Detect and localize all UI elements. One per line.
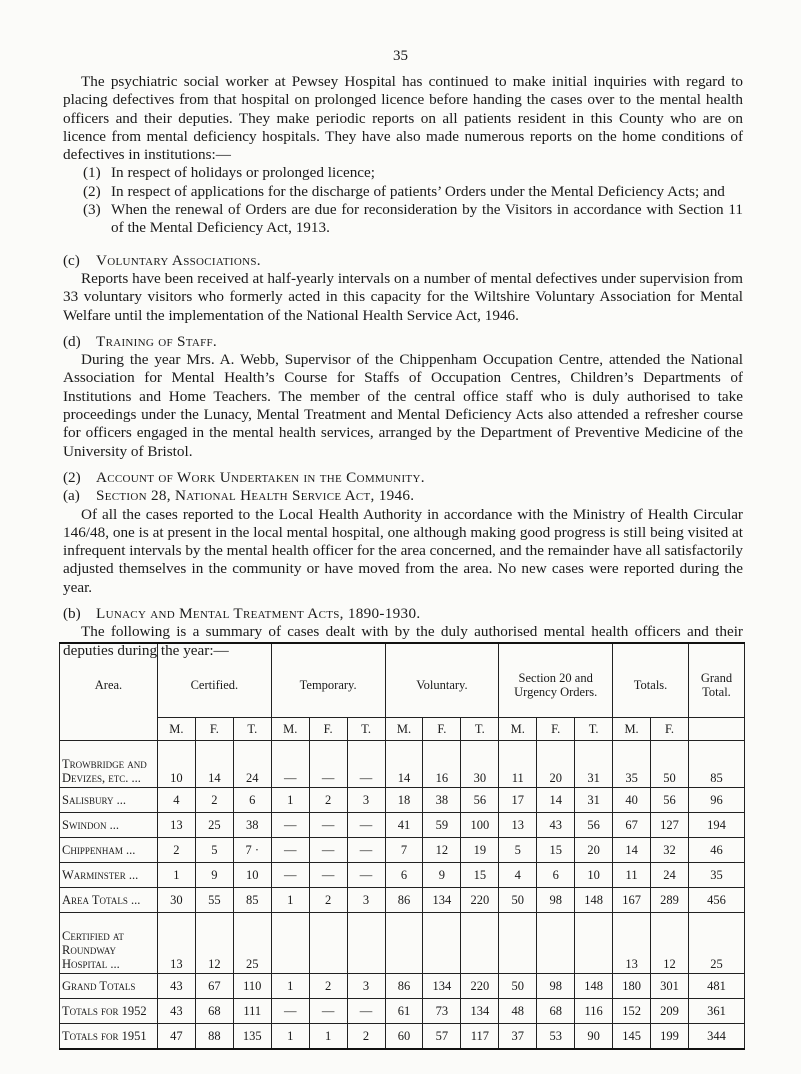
certified-cell: 24 — [233, 741, 271, 788]
temporary-cell: — — [347, 813, 385, 838]
certified-cell: 55 — [195, 888, 233, 913]
section-2-heading — [63, 469, 743, 487]
section20-cell: 31 — [575, 788, 613, 813]
voluntary-cell: 86 — [385, 974, 423, 999]
list-number: (1) — [83, 164, 101, 182]
certified-cell: 12 — [195, 913, 233, 974]
sub-m: M. — [613, 718, 651, 741]
grand-total-cell: 361 — [688, 999, 744, 1024]
section-b-heading — [63, 605, 743, 623]
area-label: Roundway — [62, 943, 117, 957]
totals-cell: 13 — [613, 913, 651, 974]
section20-cell — [575, 913, 613, 974]
section-label: (d) — [63, 332, 81, 350]
sub-m: M. — [271, 718, 309, 741]
grand-total-cell: 85 — [688, 741, 744, 788]
voluntary-cell: 38 — [423, 788, 461, 813]
area-cell — [60, 999, 158, 1024]
temporary-cell: — — [271, 813, 309, 838]
certified-cell: 67 — [195, 974, 233, 999]
section20-cell: 15 — [537, 838, 575, 863]
list-text: In respect of applications for the discharge of patients’ Orders under the Mental Deficiency Acts; and — [111, 182, 725, 200]
section20-cell: 20 — [537, 741, 575, 788]
voluntary-cell: 134 — [461, 999, 499, 1024]
totals-cell: 199 — [651, 1024, 689, 1050]
list-text: In respect of holidays or prolonged licence; — [111, 164, 376, 182]
section-b-text: The following is a summary of cases dealt with by the duly authorised mental health officers and their deputies during the year:— — [63, 623, 743, 659]
section-d-heading — [63, 333, 743, 351]
sub-f: F. — [537, 718, 575, 741]
certified-cell: 2 — [157, 838, 195, 863]
header-section20 — [499, 643, 613, 718]
totals-cell: 56 — [651, 788, 689, 813]
area-label: Area Totals ... — [62, 893, 141, 907]
section-c-text: Reports have been received at half-yearly intervals on a number of mental defectives under supervision from 33 voluntary visitors who formerly acted in this capacity for the Wiltshire Voluntary Association for Mental Welfare until the implementation of the National Health Service Act, 1946. — [63, 269, 743, 324]
certified-cell: 47 — [157, 1024, 195, 1050]
area-cell — [60, 741, 158, 788]
table-row — [60, 913, 745, 974]
totals-cell: 127 — [651, 813, 689, 838]
grand-total-cell: 481 — [688, 974, 744, 999]
voluntary-cell: 7 — [385, 838, 423, 863]
sub-m: M. — [385, 718, 423, 741]
voluntary-cell: 15 — [461, 863, 499, 888]
certified-cell: 6 — [233, 788, 271, 813]
grand-total-cell: 344 — [688, 1024, 744, 1050]
temporary-cell: — — [271, 999, 309, 1024]
area-cell — [60, 863, 158, 888]
totals-cell: 289 — [651, 888, 689, 913]
certified-cell: 135 — [233, 1024, 271, 1050]
temporary-cell: 1 — [271, 974, 309, 999]
temporary-cell: — — [271, 863, 309, 888]
sub-f: F. — [651, 718, 689, 741]
certified-cell: 111 — [233, 999, 271, 1024]
area-label: Totals for 1952 — [62, 1004, 147, 1018]
totals-cell: 14 — [613, 838, 651, 863]
list-item — [83, 164, 743, 182]
temporary-cell: — — [347, 863, 385, 888]
section-title: Section 28, National Health Service Act, 1946. — [96, 487, 415, 505]
certified-cell: 13 — [157, 813, 195, 838]
totals-cell: 24 — [651, 863, 689, 888]
table-row — [60, 888, 745, 913]
totals-cell: 180 — [613, 974, 651, 999]
section-title: Lunacy and Mental Treatment Acts, 1890-1930. — [96, 605, 421, 623]
certified-cell: 43 — [157, 999, 195, 1024]
table-row — [60, 999, 745, 1024]
sub-t: T. — [233, 718, 271, 741]
certified-cell: 68 — [195, 999, 233, 1024]
list-text: When the renewal of Orders are due for reconsideration by the Visitors in accordance with Section 11 of the Mental Deficiency Act, 1913. — [111, 201, 743, 237]
header-temporary: Temporary. — [271, 643, 385, 718]
table-body — [60, 741, 745, 1050]
voluntary-cell: 60 — [385, 1024, 423, 1050]
voluntary-cell: 16 — [423, 741, 461, 788]
voluntary-cell: 59 — [423, 813, 461, 838]
section20-cell: 6 — [537, 863, 575, 888]
area-label: Devizes, etc. ... — [62, 771, 141, 785]
voluntary-cell: 61 — [385, 999, 423, 1024]
section20-cell: 14 — [537, 788, 575, 813]
certified-cell: 9 — [195, 863, 233, 888]
voluntary-cell: 18 — [385, 788, 423, 813]
summary-table — [59, 642, 745, 1050]
header-section20-line1: Section 20 and — [518, 671, 593, 685]
voluntary-cell: 220 — [461, 974, 499, 999]
temporary-cell: — — [347, 741, 385, 788]
temporary-cell: — — [309, 863, 347, 888]
section-label: (b) — [63, 605, 81, 623]
table-row — [60, 1024, 745, 1050]
area-label: Totals for 1951 — [62, 1029, 147, 1043]
section-a-text: Of all the cases reported to the Local Health Authority in accordance with the Ministry of Health Circular 146/48, one is at present in the local mental hospital, one although making good progress is still being visited at infrequent intervals by the mental health officer for the area concerned, and the remainder have all satisfactorily adjusted themselves in the community or have moved from the area. No new cases were reported during the year. — [63, 505, 743, 596]
section-label: (c) — [63, 251, 80, 269]
temporary-cell: — — [271, 741, 309, 788]
voluntary-cell — [423, 913, 461, 974]
temporary-cell: — — [271, 838, 309, 863]
temporary-cell: 2 — [309, 788, 347, 813]
voluntary-cell — [461, 913, 499, 974]
section20-cell: 4 — [499, 863, 537, 888]
voluntary-cell: 100 — [461, 813, 499, 838]
temporary-cell: — — [347, 838, 385, 863]
section20-cell: 148 — [575, 888, 613, 913]
temporary-cell: 3 — [347, 888, 385, 913]
certified-cell: 1 — [157, 863, 195, 888]
temporary-cell: — — [309, 999, 347, 1024]
temporary-cell — [347, 913, 385, 974]
section20-cell: 50 — [499, 888, 537, 913]
grand-total-cell: 25 — [688, 913, 744, 974]
voluntary-cell: 73 — [423, 999, 461, 1024]
table-row — [60, 788, 745, 813]
certified-cell: 7 · — [233, 838, 271, 863]
temporary-cell: — — [309, 741, 347, 788]
section-title: Account of Work Undertaken in the Community. — [96, 468, 425, 486]
sub-m: M. — [157, 718, 195, 741]
section20-cell: 5 — [499, 838, 537, 863]
table-row — [60, 813, 745, 838]
grand-total-cell: 194 — [688, 813, 744, 838]
temporary-cell: 2 — [309, 974, 347, 999]
totals-cell: 167 — [613, 888, 651, 913]
list-item — [83, 201, 743, 238]
temporary-cell: 1 — [271, 1024, 309, 1050]
table-subheader-row — [60, 718, 745, 741]
temporary-cell: 3 — [347, 788, 385, 813]
intro-paragraph: The psychiatric social worker at Pewsey Hospital has continued to make initial inquiries with regard to placing defectives from that hospital on prolonged licence before handing the cases over to the mental health officers and their deputies. They make periodic reports on all patients resident in this County who are on licence from mental deficiency hospitals. They have also made numerous reports on the home conditions of defectives in institutions:— — [63, 73, 743, 164]
temporary-cell: — — [309, 813, 347, 838]
section20-cell — [499, 913, 537, 974]
header-area: Area. — [60, 643, 158, 741]
sub-blank — [688, 718, 744, 741]
voluntary-cell: 117 — [461, 1024, 499, 1050]
area-label: Trowbridge and — [62, 757, 147, 771]
voluntary-cell: 134 — [423, 974, 461, 999]
certified-cell: 30 — [157, 888, 195, 913]
header-section20-line2: Urgency Orders. — [514, 685, 598, 699]
area-label: Hospital ... — [62, 957, 120, 971]
certified-cell: 25 — [233, 913, 271, 974]
section20-cell: 20 — [575, 838, 613, 863]
certified-cell: 2 — [195, 788, 233, 813]
voluntary-cell: 41 — [385, 813, 423, 838]
table-row — [60, 974, 745, 999]
totals-cell: 301 — [651, 974, 689, 999]
header-certified: Certified. — [157, 643, 271, 718]
voluntary-cell: 12 — [423, 838, 461, 863]
certified-cell: 38 — [233, 813, 271, 838]
area-label: Swindon ... — [62, 818, 119, 832]
section-a-heading — [63, 487, 743, 505]
temporary-cell: — — [347, 999, 385, 1024]
sub-t: T. — [461, 718, 499, 741]
area-label: Chippenham ... — [62, 843, 136, 857]
temporary-cell: 2 — [309, 888, 347, 913]
section-title: Voluntary Associations. — [96, 251, 261, 269]
totals-cell: 209 — [651, 999, 689, 1024]
area-label: Grand Totals — [62, 979, 136, 993]
table-row — [60, 838, 745, 863]
section20-cell: 98 — [537, 974, 575, 999]
sub-f: F. — [195, 718, 233, 741]
sub-m: M. — [499, 718, 537, 741]
grand-total-cell: 46 — [688, 838, 744, 863]
voluntary-cell: 14 — [385, 741, 423, 788]
sub-t: T. — [575, 718, 613, 741]
section20-cell — [537, 913, 575, 974]
voluntary-cell: 86 — [385, 888, 423, 913]
temporary-cell — [309, 913, 347, 974]
section20-cell: 13 — [499, 813, 537, 838]
section-d-text: During the year Mrs. A. Webb, Supervisor of the Chippenham Occupation Centre, attended the National Association for Mental Health’s Course for Staffs of Occupation Centres, Children’s Departments of Institutions and Home Teachers. The member of the central office staff who is duly authorised to take proceedings under the Lunacy, Mental Treatment and Mental Deficiency Acts also attended a refresher course for officers engaged in the mental health services, arranged by the Department of Preventive Medicine of the University of Bristol. — [63, 351, 743, 460]
section20-cell: 116 — [575, 999, 613, 1024]
totals-cell: 12 — [651, 913, 689, 974]
certified-cell: 25 — [195, 813, 233, 838]
voluntary-cell: 220 — [461, 888, 499, 913]
table-header-row — [60, 643, 745, 718]
section20-cell: 56 — [575, 813, 613, 838]
totals-cell: 67 — [613, 813, 651, 838]
sub-f: F. — [423, 718, 461, 741]
page-body — [63, 73, 743, 660]
temporary-cell: — — [309, 838, 347, 863]
area-cell — [60, 974, 158, 999]
voluntary-cell: 19 — [461, 838, 499, 863]
header-voluntary: Voluntary. — [385, 643, 499, 718]
certified-cell: 10 — [157, 741, 195, 788]
totals-cell: 40 — [613, 788, 651, 813]
certified-cell: 43 — [157, 974, 195, 999]
section20-cell: 48 — [499, 999, 537, 1024]
voluntary-cell: 57 — [423, 1024, 461, 1050]
temporary-cell: 2 — [347, 1024, 385, 1050]
list-number: (2) — [83, 182, 101, 200]
section-label: (a) — [63, 487, 80, 505]
section20-cell: 31 — [575, 741, 613, 788]
section-title: Training of Staff. — [96, 332, 218, 350]
table-row — [60, 741, 745, 788]
area-label: Salisbury ... — [62, 793, 126, 807]
temporary-cell: 3 — [347, 974, 385, 999]
temporary-cell: 1 — [309, 1024, 347, 1050]
voluntary-cell: 30 — [461, 741, 499, 788]
section20-cell: 90 — [575, 1024, 613, 1050]
header-grand-line1: Grand — [700, 671, 733, 685]
certified-cell: 10 — [233, 863, 271, 888]
section20-cell: 43 — [537, 813, 575, 838]
voluntary-cell: 9 — [423, 863, 461, 888]
area-cell — [60, 913, 158, 974]
voluntary-cell: 56 — [461, 788, 499, 813]
section20-cell: 148 — [575, 974, 613, 999]
totals-cell: 35 — [613, 741, 651, 788]
area-cell — [60, 888, 158, 913]
area-cell — [60, 788, 158, 813]
section-c-heading — [63, 252, 743, 270]
section20-cell: 17 — [499, 788, 537, 813]
certified-cell: 85 — [233, 888, 271, 913]
header-totals: Totals. — [613, 643, 689, 718]
voluntary-cell: 134 — [423, 888, 461, 913]
section20-cell: 53 — [537, 1024, 575, 1050]
list-number: (3) — [83, 201, 101, 219]
header-grand-line2: Total. — [702, 685, 731, 699]
area-cell — [60, 813, 158, 838]
area-cell — [60, 838, 158, 863]
area-label: Certified at — [62, 929, 124, 943]
temporary-cell — [271, 913, 309, 974]
certified-cell: 14 — [195, 741, 233, 788]
totals-cell: 50 — [651, 741, 689, 788]
voluntary-cell: 6 — [385, 863, 423, 888]
certified-cell: 5 — [195, 838, 233, 863]
certified-cell: 88 — [195, 1024, 233, 1050]
totals-cell: 11 — [613, 863, 651, 888]
sub-f: F. — [309, 718, 347, 741]
totals-cell: 145 — [613, 1024, 651, 1050]
grand-total-cell: 35 — [688, 863, 744, 888]
section20-cell: 37 — [499, 1024, 537, 1050]
certified-cell: 110 — [233, 974, 271, 999]
table-row — [60, 863, 745, 888]
section20-cell: 98 — [537, 888, 575, 913]
voluntary-cell — [385, 913, 423, 974]
sub-t: T. — [347, 718, 385, 741]
area-label: Warminster ... — [62, 868, 139, 882]
section20-cell: 10 — [575, 863, 613, 888]
certified-cell: 4 — [157, 788, 195, 813]
numbered-list — [63, 164, 743, 237]
temporary-cell: 1 — [271, 888, 309, 913]
section20-cell: 11 — [499, 741, 537, 788]
section20-cell: 50 — [499, 974, 537, 999]
totals-cell: 152 — [613, 999, 651, 1024]
area-cell — [60, 1024, 158, 1050]
header-grand-total — [688, 643, 744, 718]
grand-total-cell: 96 — [688, 788, 744, 813]
certified-cell: 13 — [157, 913, 195, 974]
totals-cell: 32 — [651, 838, 689, 863]
section-label: (2) — [63, 468, 81, 486]
list-item — [83, 183, 743, 201]
temporary-cell: 1 — [271, 788, 309, 813]
page-number: 35 — [393, 48, 408, 64]
grand-total-cell: 456 — [688, 888, 744, 913]
section20-cell: 68 — [537, 999, 575, 1024]
